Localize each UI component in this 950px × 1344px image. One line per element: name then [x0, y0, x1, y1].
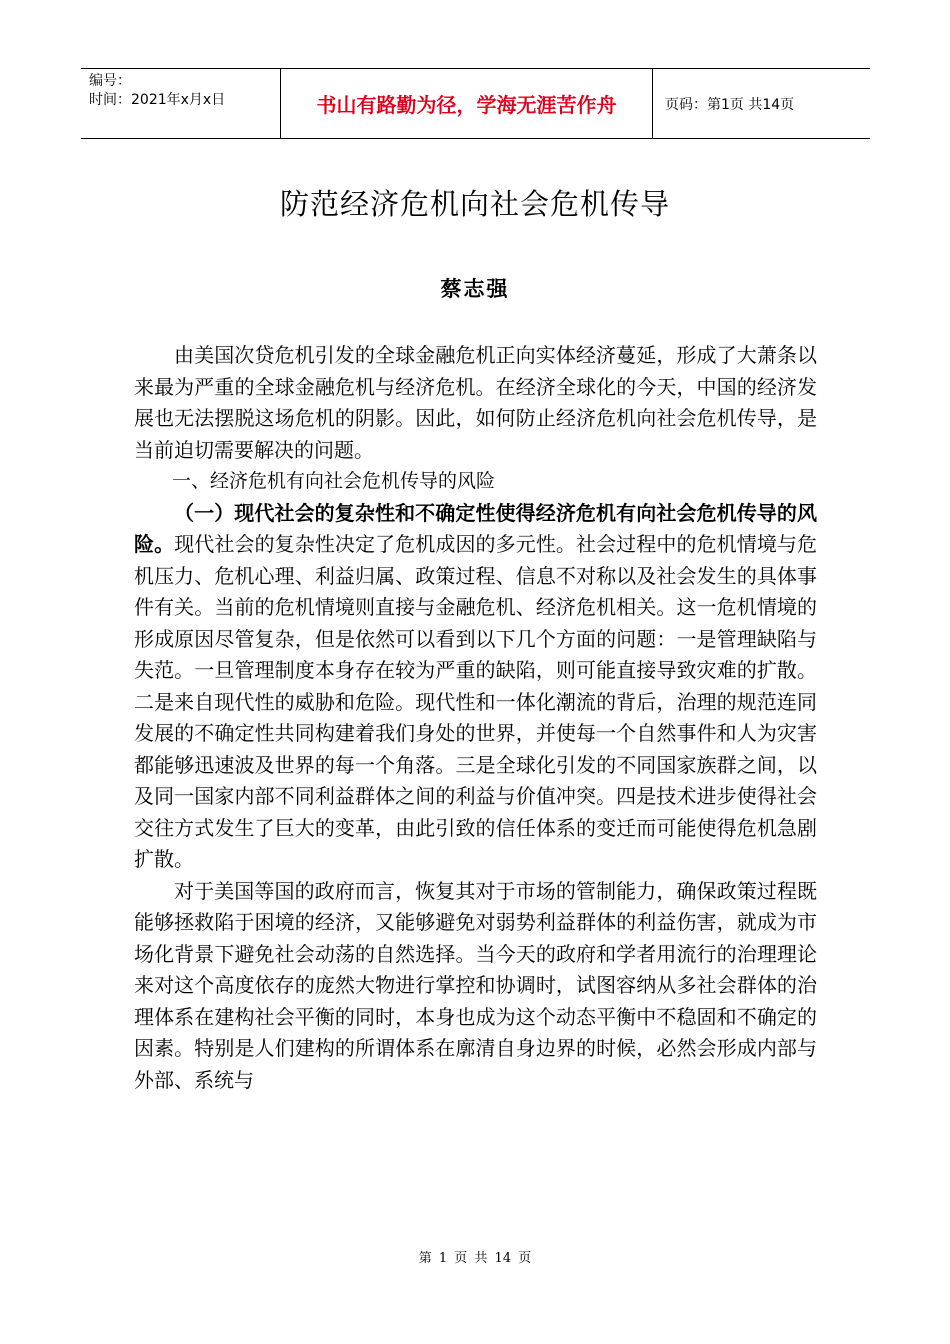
date-label: 时间：2021年x月x日 — [89, 92, 226, 108]
number-label: 编号： — [89, 73, 131, 89]
section-heading: 一、经济危机有向社会危机传导的风险 — [172, 470, 496, 492]
subsection-text: 现代社会的复杂性决定了危机成因的多元性。社会过程中的危机情境与危机压力、危机心理、利益归属、政策过程、信息不对称以及社会发生的具体事件有关。当前的危机情境则直接与金融危机、经济危机相关。这一危机情境的形成原因尽管复杂，但是依然可以看到以下几个方面的问题：一是管理缺陷与失范。一旦管理制度本身存在较为严重的缺陷，则可能直接导致灾难的扩散。二是来自现代性的威胁和危险。现代性和一体化潮流的背后，治理的规范连同发展的不确定性共同构建着我们身处的世界，并使每一个自然事件和人为灾害都能够迅速波及世界的每一个角落。三是全球化引发的不同国家族群之间，以及同一国家内部不同利益群体之间的利益与价值冲突。四是技术进步使得社会交往方式发生了巨大的变革，由此引致的信任体系的变迁而可能使得危机急剧扩散。 — [134, 532, 818, 871]
page-info: 页码：第1页 共14页 — [665, 96, 795, 113]
document-body — [134, 340, 817, 1096]
header-motto-cell — [281, 69, 653, 138]
subsection-lead: （一）现代社会的复杂性和不确定性使得经济危机有向社会危机传导的风险。 — [134, 500, 817, 556]
header-page-cell — [653, 69, 870, 138]
page-footer: 第 1 页 共 14 页 — [418, 1251, 532, 1266]
document-author: 蔡志强 — [440, 276, 510, 301]
document-title: 防范经济危机向社会危机传导 — [279, 187, 670, 221]
intro-paragraph: 由美国次贷危机引发的全球金融危机正向实体经济蔓延，形成了大萧条以来最为严重的全球金融危机与经济危机。在经济全球化的今天，中国的经济发展也无法摆脱这场危机的阴影。因此，如何防止经济危机向社会危机传导，是当前迫切需要解决的问题。 — [134, 343, 817, 462]
header-meta-cell — [81, 69, 281, 138]
document-header — [81, 68, 870, 139]
motto-text: 书山有路勤为径，学海无涯苦作舟 — [316, 93, 617, 117]
body-paragraph: 对于美国等国的政府而言，恢复其对于市场的管制能力，确保政策过程既能够拯救陷于困境的经济，又能够避免对弱势利益群体的利益伤害，就成为市场化背景下避免社会动荡的自然选择。当今天的政府和学者用流行的治理理论来对这个高度依存的庞然大物进行掌控和协调时，试图容纳从多社会群体的治理体系在建构社会平衡的同时，本身也成为这个动态平衡中不稳固和不确定的因素。特别是人们建构的所谓体系在廓清自身边界的时候，必然会形成内部与外部、系统与 — [134, 878, 817, 1092]
section-paragraph — [134, 498, 817, 876]
